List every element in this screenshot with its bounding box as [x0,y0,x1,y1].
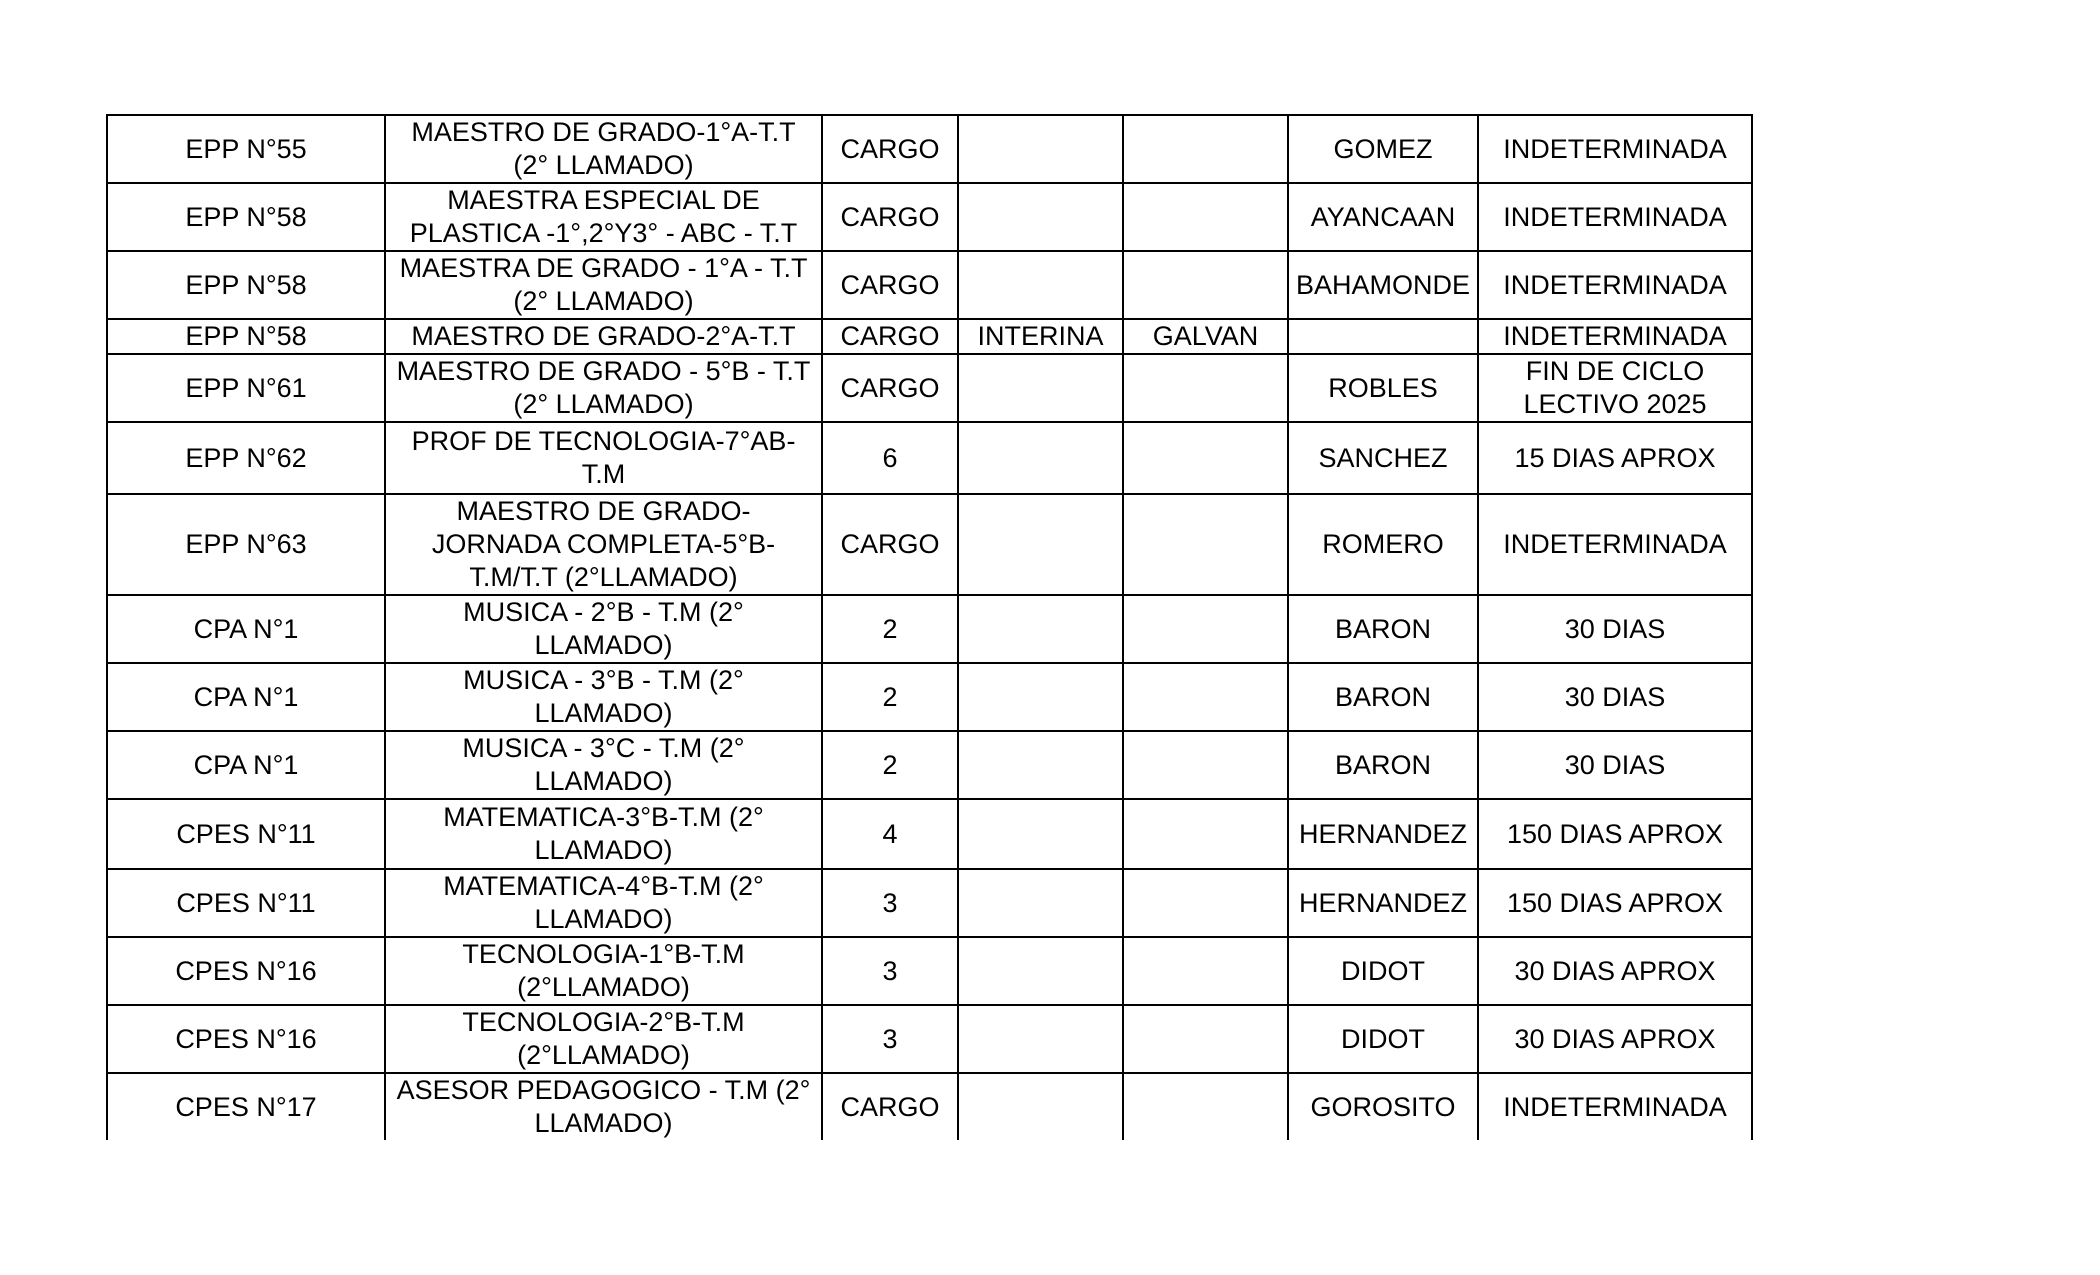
school-text: EPP N°61 [185,372,307,403]
school-cell [107,494,385,595]
school-text: EPP N°58 [185,269,307,300]
substitute-cell [1288,319,1478,354]
hours-cell [822,731,958,799]
table-row [107,183,1752,251]
duration-cell [1478,422,1752,494]
duration-cell [1478,663,1752,731]
school-text: EPP N°63 [185,529,307,559]
position-text: MUSICA - 3°C - T.M (2° LLAMADO) [462,733,745,796]
duration-cell [1478,937,1752,1005]
status-cell [958,354,1123,422]
status-cell [958,1005,1123,1073]
duration-cell [1478,354,1752,422]
duration-cell [1478,869,1752,937]
duration-text: 30 DIAS APROX [1514,955,1716,986]
holder-cell [1123,937,1288,1005]
school-text: EPP N°58 [185,321,307,351]
substitute-cell [1288,115,1478,183]
hours-text: CARGO [840,133,940,164]
substitute-text: HERNANDEZ [1298,818,1467,849]
substitute-text: SANCHEZ [1318,442,1448,473]
hours-text: CARGO [840,529,940,559]
duration-cell [1478,319,1752,354]
substitute-text: ROMERO [1322,529,1444,559]
position-text: MAESTRO DE GRADO - 5°B - T.T (2° LLAMADO) [396,356,811,419]
duration-text: 30 DIAS APROX [1514,1023,1716,1054]
table-row [107,319,1752,354]
substitute-cell [1288,494,1478,595]
hours-text: 4 [882,818,898,849]
school-text: CPA N°1 [193,749,299,780]
duration-text: 30 DIAS [1564,681,1666,712]
hours-text: 6 [882,442,898,473]
school-text: CPES N°16 [175,955,317,986]
substitute-cell [1288,595,1478,663]
hours-cell [822,595,958,663]
hours-cell [822,319,958,354]
hours-cell [822,1073,958,1140]
substitute-text: GOMEZ [1333,133,1433,164]
duration-text: 15 DIAS APROX [1514,442,1716,473]
table-row [107,799,1752,869]
substitute-text: HERNANDEZ [1298,887,1467,918]
status-cell [958,422,1123,494]
school-text: CPES N°16 [175,1023,317,1054]
substitute-cell [1288,1073,1478,1140]
substitute-text: BARON [1334,613,1432,644]
hours-text: CARGO [840,1091,940,1122]
table-row [107,354,1752,422]
position-cell [385,1005,822,1073]
status-cell [958,731,1123,799]
status-text: INTERINA [977,321,1104,351]
position-cell [385,731,822,799]
status-cell [958,663,1123,731]
duration-text: INDETERMINADA [1503,529,1727,559]
position-text: PROF DE TECNOLOGIA-7°AB- T.M [411,426,796,489]
position-cell [385,1073,822,1140]
status-cell [958,937,1123,1005]
hours-text: 3 [882,887,898,918]
hours-cell [822,494,958,595]
substitute-text: DIDOT [1341,1023,1425,1054]
position-text: TECNOLOGIA-1°B-T.M (2°LLAMADO) [462,939,745,1002]
substitute-cell [1288,663,1478,731]
position-text: TECNOLOGIA-2°B-T.M (2°LLAMADO) [462,1007,745,1070]
hours-cell [822,354,958,422]
duration-cell [1478,1073,1752,1140]
substitute-text: BAHAMONDE [1295,269,1471,300]
table-row [107,251,1752,319]
school-cell [107,319,385,354]
position-cell [385,799,822,869]
position-cell [385,595,822,663]
holder-cell [1123,1005,1288,1073]
hours-text: CARGO [840,201,940,232]
school-text: EPP N°55 [185,133,307,164]
holder-cell [1123,663,1288,731]
position-cell [385,869,822,937]
hours-cell [822,251,958,319]
school-text: CPES N°17 [175,1091,317,1122]
duration-cell [1478,183,1752,251]
hours-text: CARGO [840,269,940,300]
holder-cell [1123,319,1288,354]
school-cell [107,595,385,663]
hours-cell [822,422,958,494]
hours-cell [822,663,958,731]
substitute-cell [1288,937,1478,1005]
school-cell [107,799,385,869]
duration-cell [1478,251,1752,319]
hours-text: 2 [882,681,898,712]
status-cell [958,251,1123,319]
school-cell [107,869,385,937]
substitute-text: ROBLES [1328,372,1438,403]
school-text: CPA N°1 [193,613,299,644]
duration-cell [1478,799,1752,869]
duration-text: INDETERMINADA [1503,133,1727,164]
position-cell [385,251,822,319]
substitute-text: AYANCAAN [1310,201,1456,232]
hours-cell [822,937,958,1005]
duration-text: 150 DIAS APROX [1506,818,1724,849]
status-cell [958,494,1123,595]
school-text: EPP N°58 [185,201,307,232]
position-text: MUSICA - 2°B - T.M (2° LLAMADO) [463,597,744,660]
hours-text: 2 [882,613,898,644]
duration-text: INDETERMINADA [1503,269,1727,300]
holder-cell [1123,354,1288,422]
substitute-cell [1288,799,1478,869]
school-cell [107,115,385,183]
substitute-cell [1288,422,1478,494]
hours-text: 2 [882,749,898,780]
table-row [107,663,1752,731]
position-cell [385,183,822,251]
school-cell [107,422,385,494]
substitute-cell [1288,1005,1478,1073]
substitute-cell [1288,183,1478,251]
holder-cell [1123,115,1288,183]
holder-cell [1123,183,1288,251]
table-row [107,422,1752,494]
status-cell [958,595,1123,663]
position-cell [385,663,822,731]
status-cell [958,319,1123,354]
substitute-text: BARON [1334,681,1432,712]
school-cell [107,354,385,422]
duration-text: FIN DE CICLO LECTIVO 2025 [1523,356,1707,419]
school-cell [107,1005,385,1073]
holder-cell [1123,595,1288,663]
hours-text: CARGO [840,372,940,403]
holder-cell [1123,251,1288,319]
position-cell [385,494,822,595]
table-row [107,937,1752,1005]
position-text: MAESTRA DE GRADO - 1°A - T.T (2° LLAMADO) [399,253,808,316]
position-text: MATEMATICA-3°B-T.M (2° LLAMADO) [443,802,764,865]
holder-cell [1123,731,1288,799]
substitute-cell [1288,731,1478,799]
duration-cell [1478,494,1752,595]
vacancies-table [106,114,1753,1140]
hours-cell [822,799,958,869]
table-row [107,494,1752,595]
duration-cell [1478,731,1752,799]
hours-cell [822,183,958,251]
position-text: MAESTRO DE GRADO-1°A-T.T (2° LLAMADO) [411,117,796,180]
status-cell [958,183,1123,251]
position-cell [385,319,822,354]
substitute-text: BARON [1334,749,1432,780]
table-row [107,115,1752,183]
school-text: CPA N°1 [193,681,299,712]
duration-text: 30 DIAS [1564,749,1666,780]
duration-cell [1478,595,1752,663]
school-text: CPES N°11 [176,887,316,918]
hours-cell [822,869,958,937]
position-text: MATEMATICA-4°B-T.M (2° LLAMADO) [443,871,764,934]
holder-cell [1123,1073,1288,1140]
substitute-text: DIDOT [1341,955,1425,986]
holder-cell [1123,869,1288,937]
hours-cell [822,115,958,183]
hours-cell [822,1005,958,1073]
table-row [107,1005,1752,1073]
holder-cell [1123,422,1288,494]
status-cell [958,1073,1123,1140]
position-cell [385,422,822,494]
hours-text: 3 [882,1023,898,1054]
table-row [107,595,1752,663]
school-cell [107,731,385,799]
position-cell [385,937,822,1005]
substitute-text: GOROSITO [1310,1091,1456,1122]
hours-text: CARGO [840,321,940,351]
table-row [107,1073,1752,1140]
holder-text: GALVAN [1152,321,1259,351]
position-text: MUSICA - 3°B - T.M (2° LLAMADO) [463,665,744,728]
duration-text: 30 DIAS [1564,613,1666,644]
status-cell [958,799,1123,869]
school-text: EPP N°62 [185,442,307,473]
duration-cell [1478,1005,1752,1073]
school-cell [107,937,385,1005]
duration-cell [1478,115,1752,183]
position-text: MAESTRO DE GRADO-2°A-T.T [411,321,796,351]
school-cell [107,1073,385,1140]
table-body [107,115,1752,1140]
position-text: MAESTRA ESPECIAL DE PLASTICA -1°,2°Y3° - ABC - T.T [409,185,798,248]
status-cell [958,869,1123,937]
duration-text: INDETERMINADA [1503,1091,1727,1122]
position-cell [385,115,822,183]
holder-cell [1123,494,1288,595]
duration-text: INDETERMINADA [1503,201,1727,232]
substitute-cell [1288,869,1478,937]
school-cell [107,251,385,319]
duration-text: INDETERMINADA [1503,321,1727,351]
substitute-cell [1288,354,1478,422]
school-cell [107,663,385,731]
position-text: ASESOR PEDAGOGICO - T.M (2° LLAMADO) [396,1075,811,1138]
substitute-cell [1288,251,1478,319]
status-cell [958,115,1123,183]
hours-text: 3 [882,955,898,986]
school-text: CPES N°11 [176,818,316,849]
position-cell [385,354,822,422]
position-text: MAESTRO DE GRADO- JORNADA COMPLETA-5°B- T.M/T.T (2°LLAMADO) [431,496,776,592]
school-cell [107,183,385,251]
duration-text: 150 DIAS APROX [1506,887,1724,918]
table-row [107,731,1752,799]
holder-cell [1123,799,1288,869]
table-row [107,869,1752,937]
